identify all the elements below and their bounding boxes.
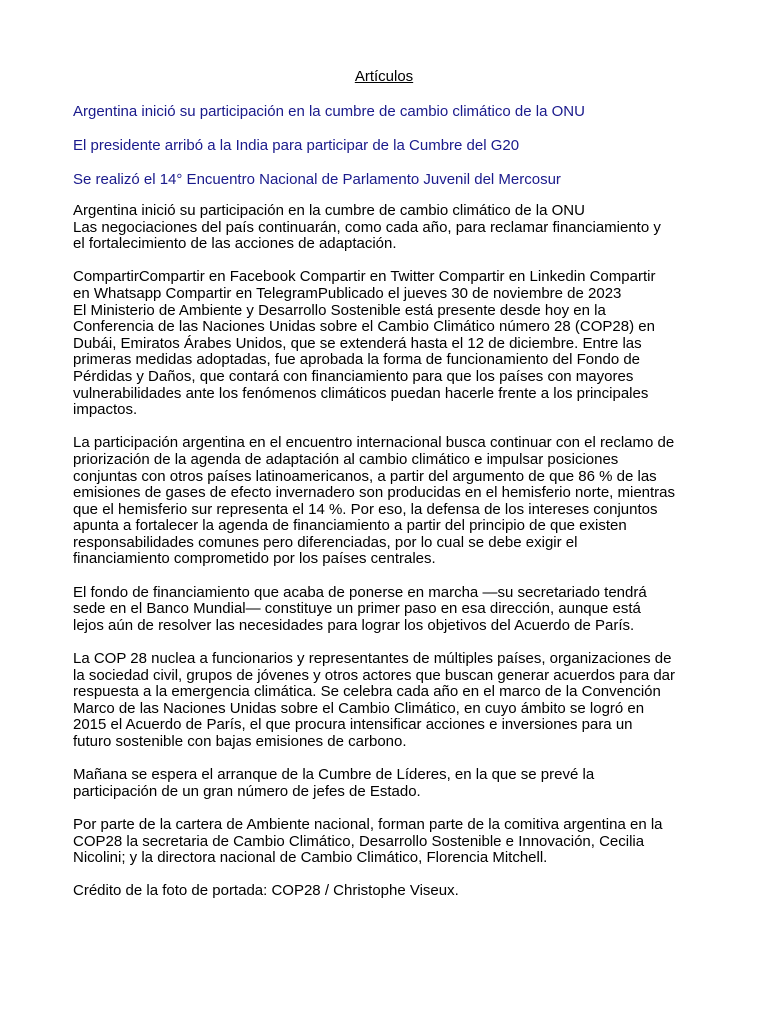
- text-line: Conferencia de las Naciones Unidas sobre el Cambio Climático número 28 (COP28) en: [73, 318, 655, 336]
- text-line: Las negociaciones del país continuarán, como cada año, para reclamar financiamiento y: [73, 218, 661, 236]
- text-line: Dubái, Emiratos Árabes Unidos, que se extenderá hasta el 12 de diciembre. Entre las: [73, 334, 642, 352]
- text-line: Mañana se espera el arranque de la Cumbre de Líderes, en la que se prevé la: [73, 766, 595, 784]
- article-links-list: [73, 103, 695, 205]
- article-paragraph: [73, 269, 695, 418]
- text-line: sede en el Banco Mundial— constituye un primer paso en esa dirección, aunque está: [73, 600, 641, 618]
- article-link-cop28[interactable]: Argentina inició su participación en la cumbre de cambio climático de la ONU: [73, 103, 585, 120]
- text-line: la sociedad civil, grupos de jóvenes y otros actores que buscan generar acuerdos para dar: [73, 666, 676, 684]
- text-line: El Ministerio de Ambiente y Desarrollo Sostenible está presente desde hoy en la: [73, 301, 606, 319]
- text-line: La COP 28 nuclea a funcionarios y representantes de múltiples países, organizaciones de: [73, 650, 672, 668]
- article-intro-paragraph: [73, 203, 695, 253]
- text-line: El fondo de financiamiento que acaba de ponerse en marcha —su secretariado tendrá: [73, 583, 647, 601]
- text-line: responsabilidades comunes pero diferenciadas, por lo cual se debe exigir el: [73, 533, 578, 551]
- share-and-date-line: en Whatsapp Compartir en TelegramPublicado el jueves 30 de noviembre de 2023: [73, 284, 622, 302]
- article-paragraph: [73, 767, 695, 800]
- text-line: Crédito de la foto de portada: COP28 / Christophe Viseux.: [73, 882, 459, 900]
- article-paragraph: [73, 585, 695, 635]
- text-line: emisiones de gases de efecto invernadero son producidas en el hemisferio norte, mientras: [73, 484, 676, 502]
- text-line: que el hemisferio sur representa el 14 %. Por eso, la defensa de los intereses conjuntos: [73, 500, 658, 518]
- text-line: COP28 la secretaria de Cambio Climático, Desarrollo Sostenible e Innovación, Cecilia: [73, 832, 645, 850]
- article-body: [73, 203, 695, 917]
- share-links-line: CompartirCompartir en Facebook Compartir en Twitter Compartir en Linkedin Compartir: [73, 268, 656, 286]
- text-line: vulnerabilidades ante los fenómenos climáticos puedan hacerle frente a los principales: [73, 384, 649, 402]
- article-link-parlamento-juvenil[interactable]: Se realizó el 14° Encuentro Nacional de Parlamento Juvenil del Mercosur: [73, 171, 561, 188]
- article-paragraph: [73, 817, 695, 867]
- text-line: respuesta a la emergencia climática. Se celebra cada año en el marco de la Convención: [73, 683, 661, 701]
- text-line: Por parte de la cartera de Ambiente nacional, forman parte de la comitiva argentina en la: [73, 815, 663, 833]
- text-line: conjuntas con otros países latinoamericanos, a partir del argumento de que 86 % de las: [73, 467, 657, 485]
- text-line: el fortalecimiento de las acciones de adaptación.: [73, 235, 397, 253]
- text-line: futuro sostenible con bajas emisiones de carbono.: [73, 733, 407, 750]
- text-line: apunta a fortalecer la agenda de financiamiento a partir del principio de que existen: [73, 517, 627, 535]
- article-link-g20[interactable]: El presidente arribó a la India para participar de la Cumbre del G20: [73, 137, 520, 154]
- text-line: Pérdidas y Daños, que contará con financiamiento para que los países con mayores: [73, 367, 634, 385]
- text-line: participación de un gran número de jefes de Estado.: [73, 782, 421, 800]
- text-line: La participación argentina en el encuentro internacional busca continuar con el reclamo de: [73, 434, 675, 452]
- text-line: primeras medidas adoptadas, fue aprobada la forma de funcionamiento del Fondo de: [73, 351, 641, 369]
- photo-credit: [73, 883, 695, 900]
- text-line: 2015 el Acuerdo de París, el que procura intensificar acciones e inversiones para un: [73, 716, 633, 734]
- article-paragraph: [73, 435, 695, 568]
- article-title-line: Argentina inició su participación en la cumbre de cambio climático de la ONU: [73, 202, 585, 219]
- text-line: Nicolini; y la directora nacional de Cambio Climático, Florencia Mitchell.: [73, 849, 548, 867]
- section-heading: Artículos: [354, 68, 414, 85]
- text-line: impactos.: [73, 401, 138, 419]
- text-line: priorización de la agenda de adaptación al cambio climático e impulsar posiciones: [73, 450, 619, 468]
- article-paragraph: [73, 651, 695, 751]
- text-line: lejos aún de resolver las necesidades para lograr los objetivos del Acuerdo de París.: [73, 616, 635, 634]
- text-line: Marco de las Naciones Unidas sobre el Cambio Climático, en cuyo ámbito se logró en: [73, 699, 645, 717]
- text-line: financiamiento comprometido por los países centrales.: [73, 550, 436, 568]
